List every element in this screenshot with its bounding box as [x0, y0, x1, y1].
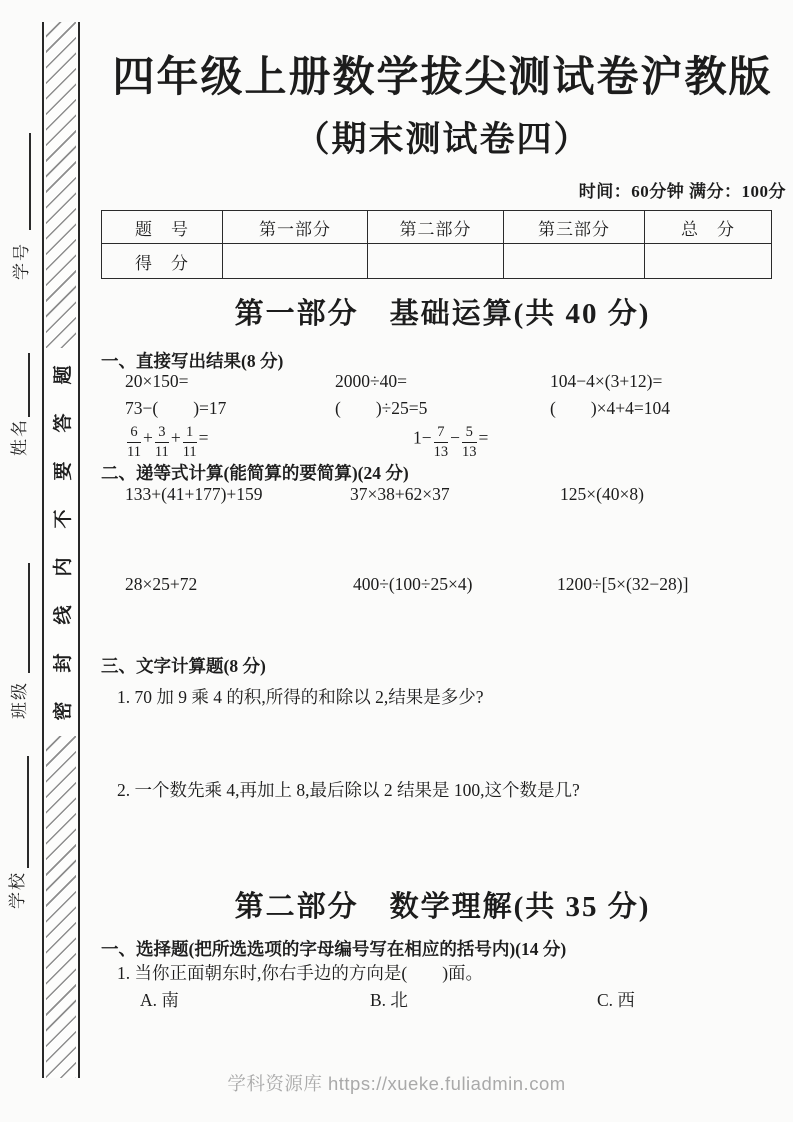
score-table-score-row — [102, 244, 772, 279]
word-problem-2: 2. 一个数先乘 4,再加上 8,最后除以 2 结果是 100,这个数是几? — [117, 780, 580, 800]
section2-title: 二、递等式计算(能简算的要简算)(24 分) — [101, 463, 409, 483]
calc-item: 28×25+72 — [125, 574, 198, 594]
score-table-header-row — [102, 211, 772, 244]
seal-char: 内 — [52, 557, 74, 577]
footer-watermark: 学科资源库 https://xueke.fuliadmin.com — [227, 1073, 566, 1094]
oral-calc-item: 2000÷40= — [335, 371, 407, 391]
seal-char: 密 — [52, 701, 74, 721]
seal-char: 答 — [52, 413, 74, 433]
score-cell-empty — [223, 244, 368, 279]
student-id-blank-line — [29, 133, 31, 230]
score-cell-empty — [504, 244, 645, 279]
name-field-label: 姓名 — [9, 418, 29, 456]
calc-item: 1200÷[5×(32−28)] — [557, 574, 689, 594]
fraction-expression-left: $\frac{6}{11}$ + $\frac{3}{11}$ + $\frac{1}{11}$ = — [127, 424, 209, 460]
score-table-header-cell: 第一部分 — [223, 211, 368, 244]
calc-item: 37×38+62×37 — [350, 484, 450, 504]
oral-calc-item: 20×150= — [125, 371, 189, 391]
score-table — [101, 210, 772, 279]
seal-char: 题 — [52, 365, 74, 385]
score-cell-empty — [645, 244, 772, 279]
oral-calc-item: ( )×4+4=104 — [550, 398, 671, 418]
calc-item: 133+(41+177)+159 — [125, 484, 263, 504]
seal-hatching-top — [46, 22, 76, 348]
seal-char: 封 — [52, 653, 74, 673]
word-problem-1: 1. 70 加 9 乘 4 的积,所得的和除以 2,结果是多少? — [117, 687, 484, 707]
calc-item: 125×(40×8) — [560, 484, 644, 504]
name-blank-line — [28, 353, 30, 417]
score-table-header-cell: 总 分 — [645, 211, 772, 244]
student-id-field-label: 学号 — [11, 242, 31, 280]
option-c: C. 西 — [597, 990, 635, 1010]
score-row-label: 得 分 — [102, 244, 223, 279]
option-b: B. 北 — [370, 990, 408, 1010]
option-a: A. 南 — [140, 990, 179, 1010]
choice-question-1: 1. 当你正面朝东时,你右手边的方向是( )面。 — [117, 963, 484, 983]
part2-heading: 第二部分 数学理解(共 35 分) — [234, 891, 651, 923]
class-blank-line — [28, 563, 30, 673]
fraction: $\frac{3}{11}$ — [154, 424, 169, 460]
seal-hatching-bottom — [46, 736, 76, 1078]
school-field-label: 学校 — [7, 871, 27, 909]
fraction: $\frac{6}{11}$ — [127, 424, 141, 460]
oral-calc-item: 73−( )=17 — [125, 398, 227, 418]
seal-line-strip — [42, 22, 80, 1078]
fraction: $\frac{7}{13}$ — [433, 424, 449, 460]
seal-char: 要 — [52, 461, 74, 481]
time-score-info: 时间：60分钟 满分：100分 — [578, 182, 786, 201]
choice-section-title: 一、选择题(把所选选项的字母编号写在相应的括号内)(14 分) — [101, 939, 567, 959]
class-field-label: 班级 — [9, 681, 29, 719]
fraction-expression-right: 1− $\frac{7}{13}$ − $\frac{5}{13}$ = — [413, 424, 489, 460]
school-blank-line — [27, 756, 29, 868]
score-table-header-cell: 第三部分 — [504, 211, 645, 244]
paper-title: 四年级上册数学拔尖测试卷沪教版 — [112, 55, 773, 101]
exam-content — [95, 0, 790, 1122]
section1-title: 一、直接写出结果(8 分) — [101, 351, 284, 371]
oral-calc-item: ( )÷25=5 — [335, 398, 428, 418]
part1-heading: 第一部分 基础运算(共 40 分) — [234, 298, 651, 330]
seal-char: 不 — [52, 509, 74, 529]
score-table-header-cell: 题 号 — [102, 211, 223, 244]
oral-calc-item: 104−4×(3+12)= — [550, 371, 663, 391]
seal-char: 线 — [52, 605, 74, 625]
calc-item: 400÷(100÷25×4) — [353, 574, 473, 594]
score-cell-empty — [368, 244, 504, 279]
paper-subtitle: （期末测试卷四） — [294, 120, 591, 159]
fraction: $\frac{5}{13}$ — [462, 424, 477, 460]
section3-title: 三、文字计算题(8 分) — [101, 656, 266, 676]
fraction: $\frac{1}{11}$ — [182, 424, 197, 460]
score-table-header-cell: 第二部分 — [368, 211, 504, 244]
